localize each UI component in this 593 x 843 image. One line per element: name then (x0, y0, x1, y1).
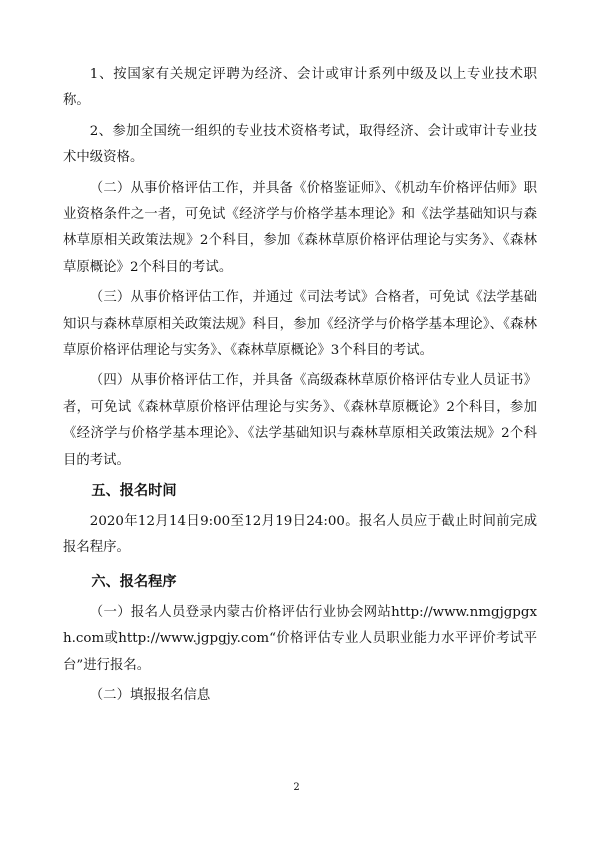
page-number: 2 (293, 782, 300, 793)
paragraph-qualification-1: 1、按国家有关规定评聘为经济、会计或审计系列中级及以上专业技术职称。 (63, 67, 537, 109)
paragraph-exemption-3: （三）从事价格评估工作，并通过《司法考试》合格者，可免试《法学基础知识与森林草原相关政策法规》科目，参加《经济学与价格学基本理论》、《森林草原价格评估理论与实务》、《森林草原概论》3个科目的考试。 (63, 290, 537, 359)
document-body (63, 62, 537, 709)
section-heading-registration-time: 五、报名时间 (91, 483, 177, 500)
paragraph-registration-website: （一）报名人员登录内蒙古价格评估行业协会网站http://www.nmgjgpgxh.com或http://www.jgpgjy.com“价格评估专业人员职业能力水平评价考试平台”进行报名。 (63, 604, 537, 673)
paragraph-qualification-2: 2、参加全国统一组织的专业技术资格考试，取得经济、会计或审计专业技术中级资格。 (63, 123, 537, 166)
section-heading-registration-procedure: 六、报名程序 (91, 574, 177, 591)
paragraph-exemption-2: （二）从事价格评估工作，并具备《价格鉴证师》、《机动车价格评估师》职业资格条件之一者，可免试《经济学与价格学基本理论》和《法学基础知识与森林草原相关政策法规》2个科目，参加《森林草原价格评估理论与实务》、《森林草原概论》2个科目的考试。 (63, 180, 537, 275)
paragraph-fill-information: （二）填报报名信息 (89, 687, 211, 703)
paragraph-exemption-4: （四）从事价格评估工作，并具备《高级森林草原价格评估专业人员证书》者，可免试《森林草原价格评估理论与实务》、《森林草原概论》2个科目，参加《经济学与价格学基本理论》、《法学基础知识与森林草原相关政策法规》2个科目的考试。 (63, 373, 537, 468)
paragraph-registration-time: 2020年12月14日9:00至12月19日24:00。报名人员应于截止时间前完成报名程序。 (63, 513, 537, 555)
